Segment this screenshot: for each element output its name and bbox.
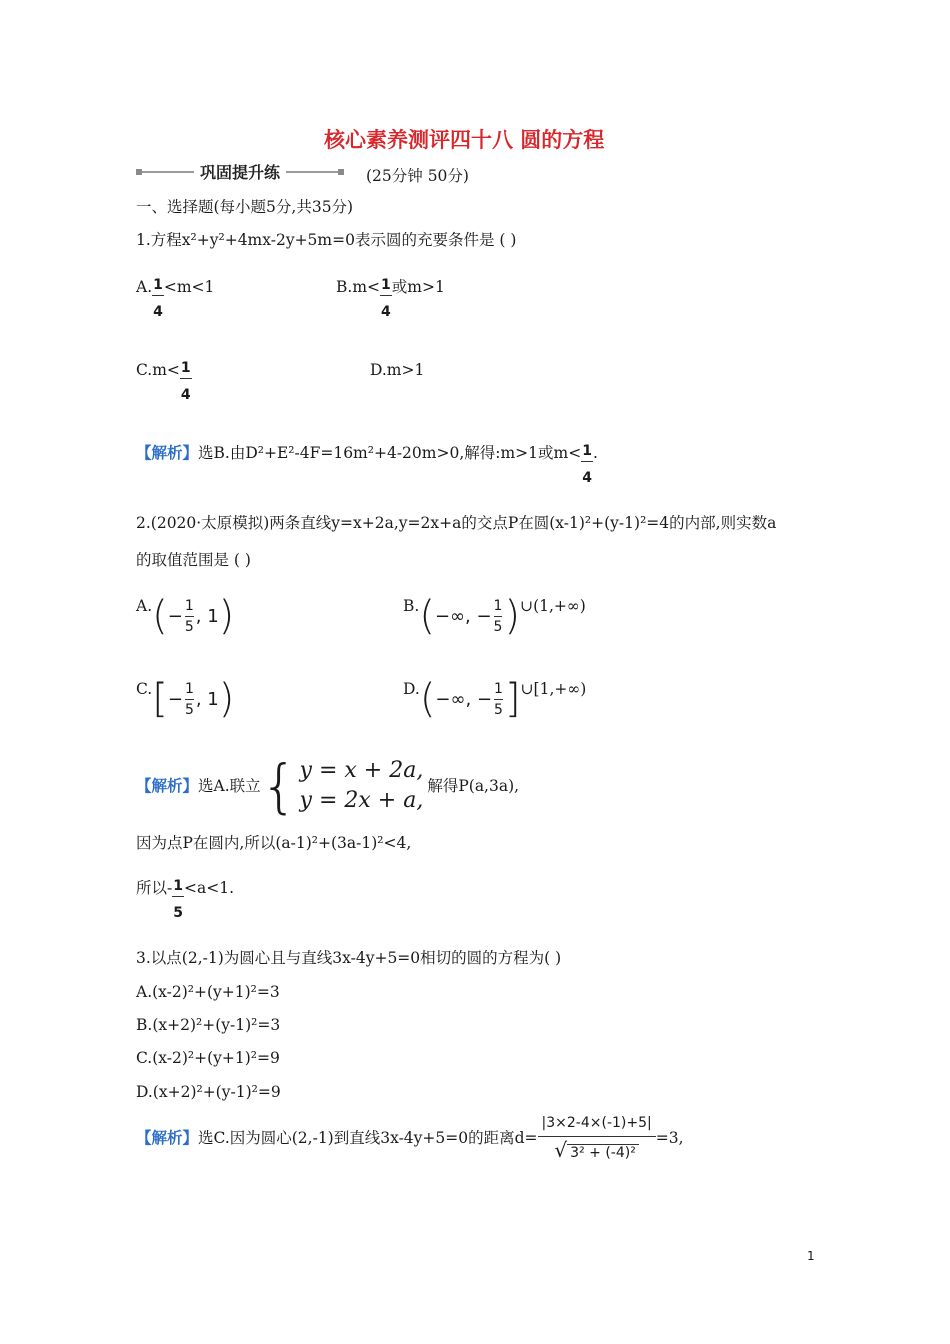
q2-c-label: C. (136, 680, 153, 698)
q1-option-a[interactable] (136, 277, 214, 320)
section-bar-right-cap (338, 169, 344, 175)
q2-a-neg: − (167, 605, 183, 627)
q2-stem-line2: 的取值范围是 ( ) (136, 551, 251, 569)
q1-option-b[interactable] (336, 277, 445, 320)
q1-analysis-fraction (581, 443, 593, 486)
q2-d-union: ∪[1,+∞) (520, 680, 587, 698)
q1-stem: 1.方程x²+y²+4mx-2y+5m=0表示圆的充要条件是 ( ) (136, 231, 517, 249)
q2-c-lbracket: [ (152, 676, 168, 722)
part-heading: 一、选择题(每小题5分,共35分) (136, 198, 354, 216)
distance-radicand: 3² + (-4)² (567, 1144, 639, 1161)
q2-a-fraction (185, 598, 194, 635)
q2-b-lparen: ( (419, 593, 435, 639)
q2-analysis-line3: 因为点P在圆内,所以(a-1)²+(3a-1)²<4, (136, 834, 412, 852)
q1-option-c[interactable] (136, 360, 192, 403)
distance-fraction-bar (538, 1136, 656, 1137)
section-bar-left-line (142, 171, 194, 173)
q2-b-label: B. (403, 597, 420, 615)
q2-c-neg: − (167, 688, 183, 710)
q2-d-fraction (494, 681, 503, 718)
q2-option-b[interactable] (403, 593, 586, 639)
q2-line4-den: 5 (173, 905, 183, 921)
q2-c-one: , 1 (195, 688, 219, 710)
q3-option-d[interactable]: D.(x+2)²+(y-1)²=9 (136, 1083, 281, 1101)
q2-option-a[interactable] (136, 593, 235, 639)
q2-analysis (136, 752, 520, 820)
q1-b-num: 1 (381, 277, 391, 293)
q2-a-one: , 1 (195, 605, 219, 627)
q2-b-rparen: ) (504, 593, 521, 639)
q3-option-c[interactable]: C.(x-2)²+(y+1)²=9 (136, 1049, 280, 1067)
q2-b-union: ∪(1,+∞) (520, 597, 586, 615)
q1-c-den: 4 (180, 387, 191, 403)
q1-analysis-end: . (592, 444, 598, 462)
equation-1: y = x + 2a, (299, 758, 424, 783)
q2-d-den: 5 (494, 701, 503, 718)
q3-analysis-text: 选C.因为圆心(2,-1)到直线3x-4y+5=0的距离d= (198, 1129, 538, 1147)
q2-line4-num: 1 (173, 878, 183, 894)
distance-numerator: |3×2-4×(-1)+5| (541, 1115, 652, 1131)
q2-analysis-line4 (136, 878, 234, 921)
q2-c-den: 5 (184, 701, 194, 718)
q2-d-num: 1 (494, 680, 503, 697)
q2-d-lparen: ( (419, 676, 436, 722)
q3-option-b[interactable]: B.(x+2)²+(y-1)²=3 (136, 1016, 281, 1034)
q2-d-label: D. (403, 680, 420, 698)
q2-c-fraction (185, 681, 194, 718)
q1-analysis-num: 1 (582, 443, 592, 459)
q2-b-neg-inf: −∞, − (434, 605, 492, 627)
q3-option-a[interactable]: A.(x-2)²+(y+1)²=3 (136, 983, 280, 1001)
q3-stem: 3.以点(2,-1)为圆心且与直线3x-4y+5=0相切的圆的方程为( ) (136, 949, 562, 967)
section-label: 巩固提升练 (200, 163, 281, 182)
section-meta: (25分钟 50分) (366, 167, 469, 185)
q2-analysis-tag: 【解析】 (136, 777, 199, 795)
q2-analysis-post: 解得P(a,3a), (427, 777, 520, 795)
q2-c-num: 1 (184, 680, 194, 697)
q1-a-suffix: <m<1 (163, 278, 215, 296)
q2-b-num: 1 (493, 597, 503, 614)
q1-b-suffix: 或m>1 (391, 278, 445, 296)
q3-analysis (136, 1112, 684, 1164)
q3-analysis-end: =3, (655, 1129, 684, 1147)
q2-a-lparen: ( (152, 593, 168, 639)
q2-b-den: 5 (493, 618, 503, 635)
q3-analysis-tag: 【解析】 (136, 1129, 199, 1147)
q1-a-den: 4 (153, 304, 163, 320)
q1-b-fraction (380, 277, 392, 320)
q1-a-fraction (152, 277, 164, 320)
q2-option-c[interactable] (136, 676, 235, 722)
q1-analysis-den: 4 (582, 470, 592, 486)
page-title: 核心素养测评四十八 圆的方程 (324, 128, 605, 152)
q2-line4-fraction (172, 878, 184, 921)
q1-c-prefix: C.m< (136, 361, 180, 379)
q1-analysis (136, 443, 598, 486)
q1-analysis-tag: 【解析】 (136, 444, 199, 462)
q2-a-rparen: ) (218, 593, 235, 639)
q1-analysis-text: 选B.由D²+E²-4F=16m²+4-20m>0,解得:m>1或m< (198, 444, 582, 462)
equation-system (300, 756, 424, 816)
q1-b-prefix: B.m< (336, 278, 381, 296)
q1-c-fraction (180, 360, 192, 403)
q2-line4-pre: 所以- (136, 879, 173, 897)
q1-b-den: 4 (381, 304, 391, 320)
q1-a-prefix: A. (136, 278, 153, 296)
distance-denominator (538, 1139, 656, 1164)
q2-stem-line1: 2.(2020·太原模拟)两条直线y=x+2a,y=2x+a的交点P在圆(x-1)²+(y-1)²=4的内部,则实数a (136, 514, 777, 532)
distance-fraction (538, 1112, 656, 1164)
q2-b-fraction (494, 598, 503, 635)
q2-d-rbracket: ] (504, 676, 521, 722)
page-number: 1 (807, 1249, 815, 1263)
q1-a-num: 1 (153, 277, 163, 293)
q1-option-d[interactable]: D.m>1 (370, 361, 425, 379)
q2-a-den: 5 (184, 618, 194, 635)
q2-option-d[interactable] (403, 676, 587, 722)
q2-analysis-pre: 选A.联立 (198, 777, 261, 795)
q2-c-rparen: ) (218, 676, 235, 722)
equation-2: y = 2x + a, (299, 788, 424, 813)
q1-c-num: 1 (180, 360, 191, 376)
section-bar-right-line (286, 171, 338, 173)
q2-d-neg-inf: −∞, − (435, 688, 493, 710)
q2-a-label: A. (136, 597, 153, 615)
section-header (136, 160, 344, 183)
system-brace: { (260, 752, 298, 820)
sqrt-icon: √ (554, 1138, 568, 1162)
q2-line4-post: <a<1. (184, 879, 235, 897)
q2-a-num: 1 (184, 597, 194, 614)
